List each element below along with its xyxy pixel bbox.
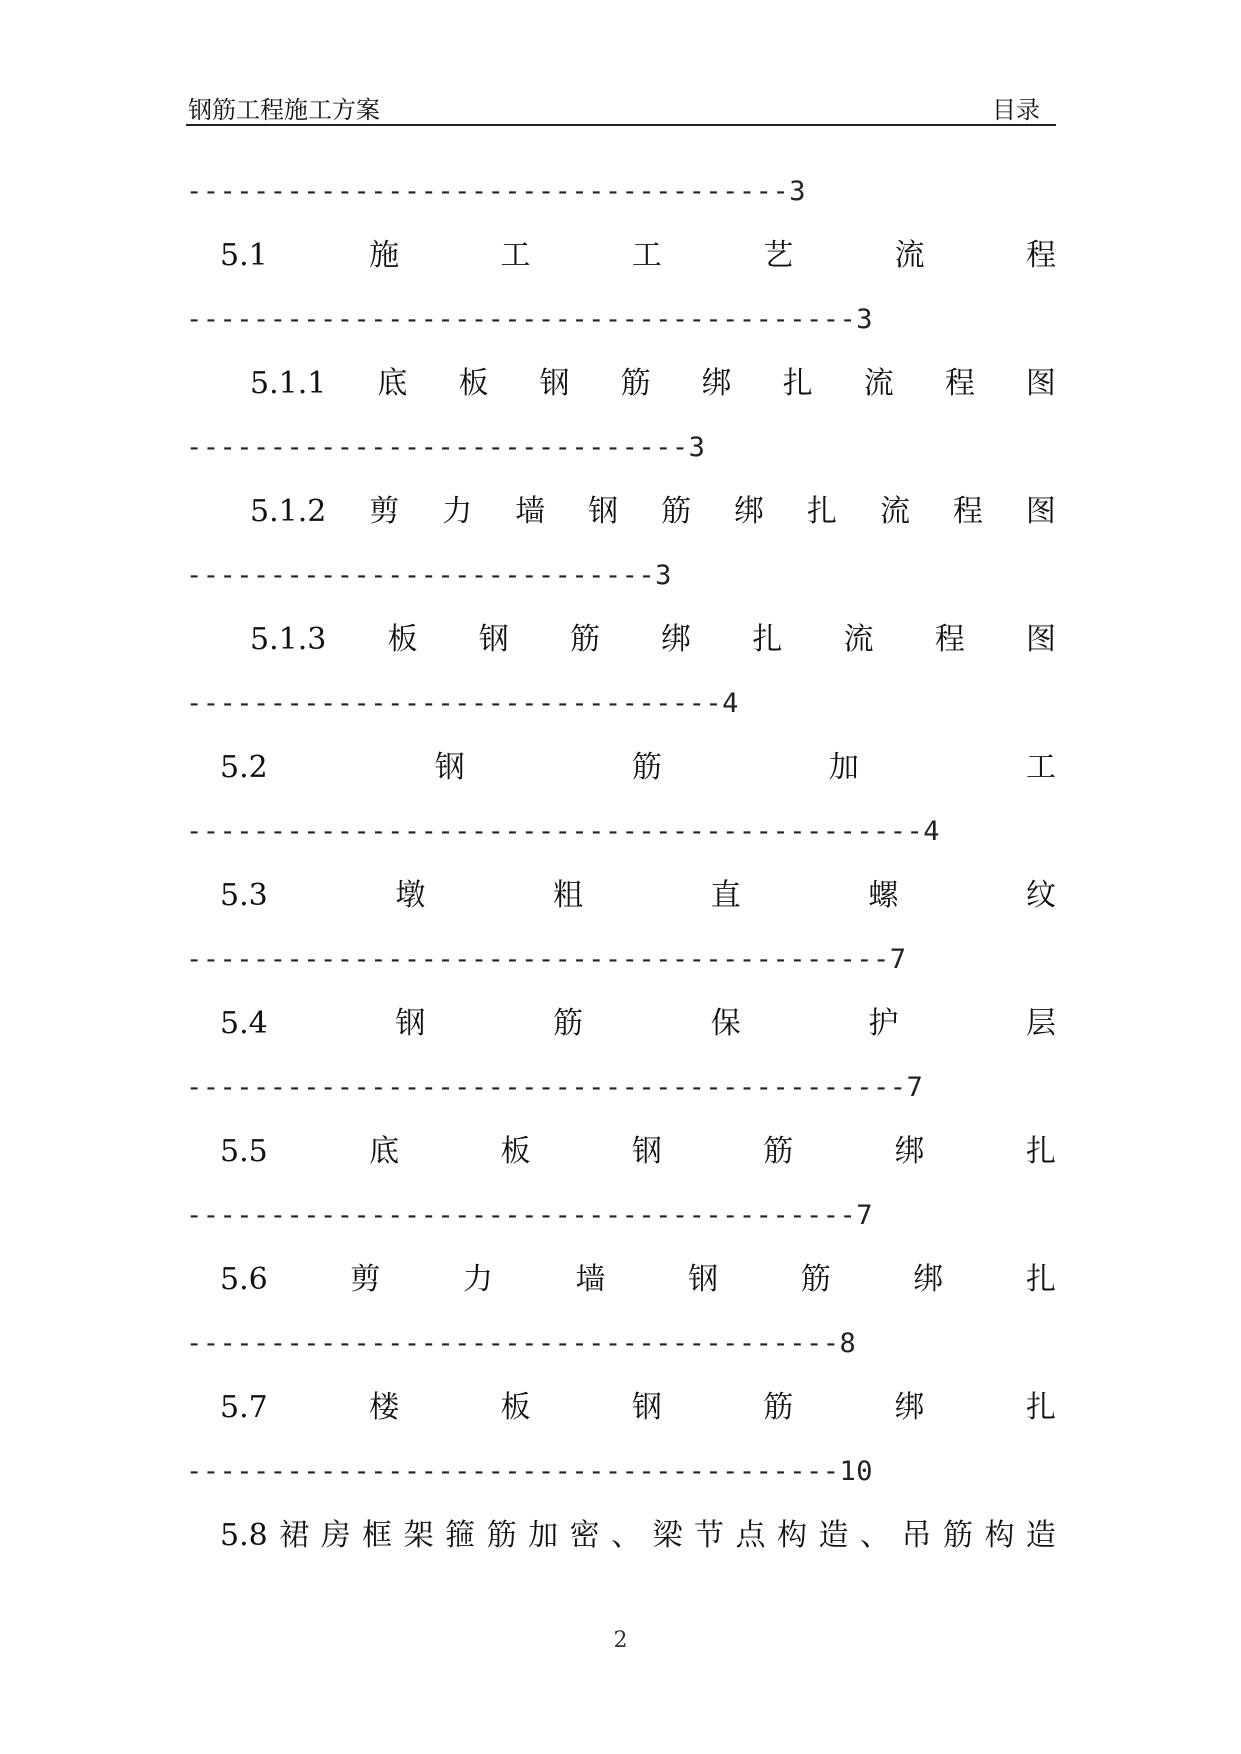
- toc-heading-char: 筋: [800, 1262, 831, 1297]
- toc-entry-text: [220, 864, 1056, 928]
- toc-heading-char: 流: [843, 622, 874, 657]
- toc-heading-char: 施: [369, 238, 400, 273]
- toc-section-number: 5.2: [220, 750, 268, 785]
- toc-heading-char: 图: [1025, 622, 1056, 657]
- toc-heading-char: 箍: [445, 1518, 476, 1553]
- toc-leader-with-page: ------------------------------3: [186, 432, 706, 463]
- toc-heading-char: 工: [1025, 750, 1056, 785]
- toc-heading-char: 钢: [434, 750, 465, 785]
- toc-heading-char: 梁: [652, 1518, 683, 1553]
- toc-heading-char: 造: [1025, 1518, 1056, 1553]
- toc-heading-char: 筋: [763, 1134, 794, 1169]
- toc-entry[interactable]: [186, 480, 1056, 544]
- toc-heading-char: 剪: [369, 494, 400, 529]
- toc-leader-line: [186, 1184, 1056, 1248]
- toc-heading-char: 图: [1025, 366, 1056, 401]
- toc-entry[interactable]: [186, 864, 1056, 928]
- toc-leader-line: [186, 1056, 1056, 1120]
- toc-heading-char: 密: [569, 1518, 600, 1553]
- toc-heading-char: 吊: [901, 1518, 932, 1553]
- toc-leader-with-page: --------------------------------4: [186, 688, 739, 719]
- toc-heading-char: 墩: [395, 878, 426, 913]
- toc-heading-char: 构: [777, 1518, 808, 1553]
- toc-section-number: 5.8: [220, 1518, 268, 1553]
- toc-heading-char: 筋: [763, 1390, 794, 1425]
- toc-heading-char: 绑: [701, 366, 732, 401]
- toc-heading-char: 绑: [661, 622, 692, 657]
- toc-heading-char: 、: [859, 1518, 890, 1553]
- toc-leader-with-page: --------------------------------------------4: [186, 816, 940, 847]
- toc-leader-line: [186, 928, 1056, 992]
- toc-section-number: 5.1.3: [250, 622, 327, 657]
- toc-heading-char: 板: [500, 1134, 531, 1169]
- toc-entry-text: [220, 736, 1056, 800]
- toc-heading-char: 楼: [369, 1390, 400, 1425]
- toc-heading-char: 扎: [782, 366, 813, 401]
- toc-leader-with-page: -------------------------------------------7: [186, 1072, 924, 1103]
- toc-heading-char: 程: [944, 366, 975, 401]
- toc-entry[interactable]: [186, 608, 1056, 672]
- toc-heading-char: 程: [952, 494, 983, 529]
- toc-leader-line: [186, 544, 1056, 608]
- toc-heading-char: 流: [879, 494, 910, 529]
- toc-entry-text: [220, 224, 1056, 288]
- toc-leader-line: [186, 1312, 1056, 1376]
- toc-entry-text: [250, 352, 1056, 416]
- toc-entry[interactable]: [186, 1376, 1056, 1440]
- toc-entry[interactable]: [186, 736, 1056, 800]
- toc-heading-char: 墙: [515, 494, 546, 529]
- toc-heading-char: 节: [694, 1518, 725, 1553]
- toc-heading-char: 钢: [588, 494, 619, 529]
- toc-leader-line: [186, 672, 1056, 736]
- toc-heading-char: 钢: [631, 1134, 662, 1169]
- toc-heading-char: 筋: [631, 750, 662, 785]
- toc-entry[interactable]: [186, 352, 1056, 416]
- toc-entry[interactable]: [186, 992, 1056, 1056]
- toc-heading-char: 艺: [763, 238, 794, 273]
- toc-leader-line: [186, 800, 1056, 864]
- toc-entry-text: [250, 608, 1056, 672]
- toc-heading-char: 流: [863, 366, 894, 401]
- toc-heading-char: 力: [442, 494, 473, 529]
- page-header: [186, 86, 1056, 126]
- toc-heading-char: 剪: [350, 1262, 381, 1297]
- toc-heading-char: 扎: [752, 622, 783, 657]
- toc-leader-line: [186, 288, 1056, 352]
- toc-heading-char: 工: [500, 238, 531, 273]
- toc-entry[interactable]: [186, 1504, 1056, 1568]
- toc-heading-char: 板: [458, 366, 489, 401]
- toc-entry-text: [220, 1376, 1056, 1440]
- toc-heading-char: 绑: [894, 1390, 925, 1425]
- section-label: 目录: [992, 96, 1040, 124]
- toc-heading-char: 架: [403, 1518, 434, 1553]
- toc-entry[interactable]: [186, 1120, 1056, 1184]
- toc-heading-char: 筋: [553, 1006, 584, 1041]
- page-number: 2: [613, 1628, 628, 1653]
- toc-leader-line: [186, 1440, 1056, 1504]
- toc-heading-char: 工: [631, 238, 662, 273]
- toc-heading-char: 加: [528, 1518, 559, 1553]
- toc-heading-char: 造: [818, 1518, 849, 1553]
- toc-heading-char: 加: [828, 750, 859, 785]
- toc-heading-char: 房: [320, 1518, 351, 1553]
- toc-heading-char: 框: [362, 1518, 393, 1553]
- toc-leader-with-page: ---------------------------------------8: [186, 1328, 857, 1359]
- toc-heading-char: 墙: [575, 1262, 606, 1297]
- toc-heading-char: 扎: [1025, 1262, 1056, 1297]
- toc-heading-char: 筋: [620, 366, 651, 401]
- toc-leader-with-page: ---------------------------------------10: [186, 1456, 873, 1487]
- toc-leader-with-page: ------------------------------------------7: [186, 944, 907, 975]
- document-title: 钢筋工程施工方案: [188, 96, 380, 124]
- toc-leader-line: [186, 160, 1056, 224]
- toc-heading-char: 筋: [661, 494, 692, 529]
- toc-entry-text: [250, 480, 1056, 544]
- toc-heading-char: 钢: [395, 1006, 426, 1041]
- toc-heading-char: 绑: [734, 494, 765, 529]
- toc-heading-char: 构: [984, 1518, 1015, 1553]
- toc-heading-char: 图: [1025, 494, 1056, 529]
- toc-heading-char: 直: [710, 878, 741, 913]
- toc-entry[interactable]: [186, 1248, 1056, 1312]
- toc-heading-char: 绑: [913, 1262, 944, 1297]
- toc-heading-char: 底: [369, 1134, 400, 1169]
- toc-heading-char: 保: [710, 1006, 741, 1041]
- toc-leader-with-page: ----------------------------------------3: [186, 304, 873, 335]
- toc-section-number: 5.5: [220, 1134, 268, 1169]
- toc-heading-char: 点: [735, 1518, 766, 1553]
- toc-heading-char: 板: [500, 1390, 531, 1425]
- toc-heading-char: 粗: [553, 878, 584, 913]
- toc-section-number: 5.4: [220, 1006, 268, 1041]
- toc-section-number: 5.1.2: [250, 494, 327, 529]
- toc-heading-char: 程: [1025, 238, 1056, 273]
- table-of-contents: [186, 160, 1056, 1568]
- toc-heading-char: 钢: [539, 366, 570, 401]
- toc-entry[interactable]: [186, 224, 1056, 288]
- toc-heading-char: 扎: [1025, 1390, 1056, 1425]
- toc-heading-char: 层: [1026, 1006, 1056, 1041]
- toc-heading-char: 流: [894, 238, 925, 273]
- toc-heading-char: 扎: [1025, 1134, 1056, 1169]
- toc-heading-char: 钢: [478, 622, 509, 657]
- toc-section-number: 5.3: [220, 878, 268, 913]
- toc-entry-text: [220, 1504, 1056, 1568]
- toc-heading-char: 底: [377, 366, 408, 401]
- toc-heading-char: 护: [868, 1006, 899, 1041]
- toc-leader-line: [186, 416, 1056, 480]
- toc-entry-text: [220, 1248, 1056, 1312]
- toc-section-number: 5.1: [220, 238, 268, 273]
- toc-heading-char: 力: [462, 1262, 493, 1297]
- toc-heading-char: 纹: [1026, 878, 1056, 913]
- toc-heading-char: 裙: [279, 1518, 310, 1553]
- toc-leader-with-page: ------------------------------------3: [186, 176, 806, 207]
- toc-heading-char: 螺: [868, 878, 899, 913]
- toc-heading-char: 板: [387, 622, 418, 657]
- toc-heading-char: 绑: [894, 1134, 925, 1169]
- toc-section-number: 5.6: [220, 1262, 268, 1297]
- toc-entry-text: [220, 992, 1056, 1056]
- toc-leader-with-page: ----------------------------3: [186, 560, 672, 591]
- toc-heading-char: 、: [611, 1518, 642, 1553]
- toc-section-number: 5.1.1: [250, 366, 327, 401]
- toc-heading-char: 筋: [569, 622, 600, 657]
- toc-heading-char: 筋: [942, 1518, 973, 1553]
- toc-heading-char: 筋: [486, 1518, 517, 1553]
- toc-leader-with-page: ----------------------------------------7: [186, 1200, 873, 1231]
- toc-heading-char: 钢: [631, 1390, 662, 1425]
- toc-heading-char: 扎: [807, 494, 838, 529]
- toc-section-number: 5.7: [220, 1390, 268, 1425]
- toc-entry-text: [220, 1120, 1056, 1184]
- toc-heading-char: 程: [934, 622, 965, 657]
- toc-heading-char: 钢: [688, 1262, 719, 1297]
